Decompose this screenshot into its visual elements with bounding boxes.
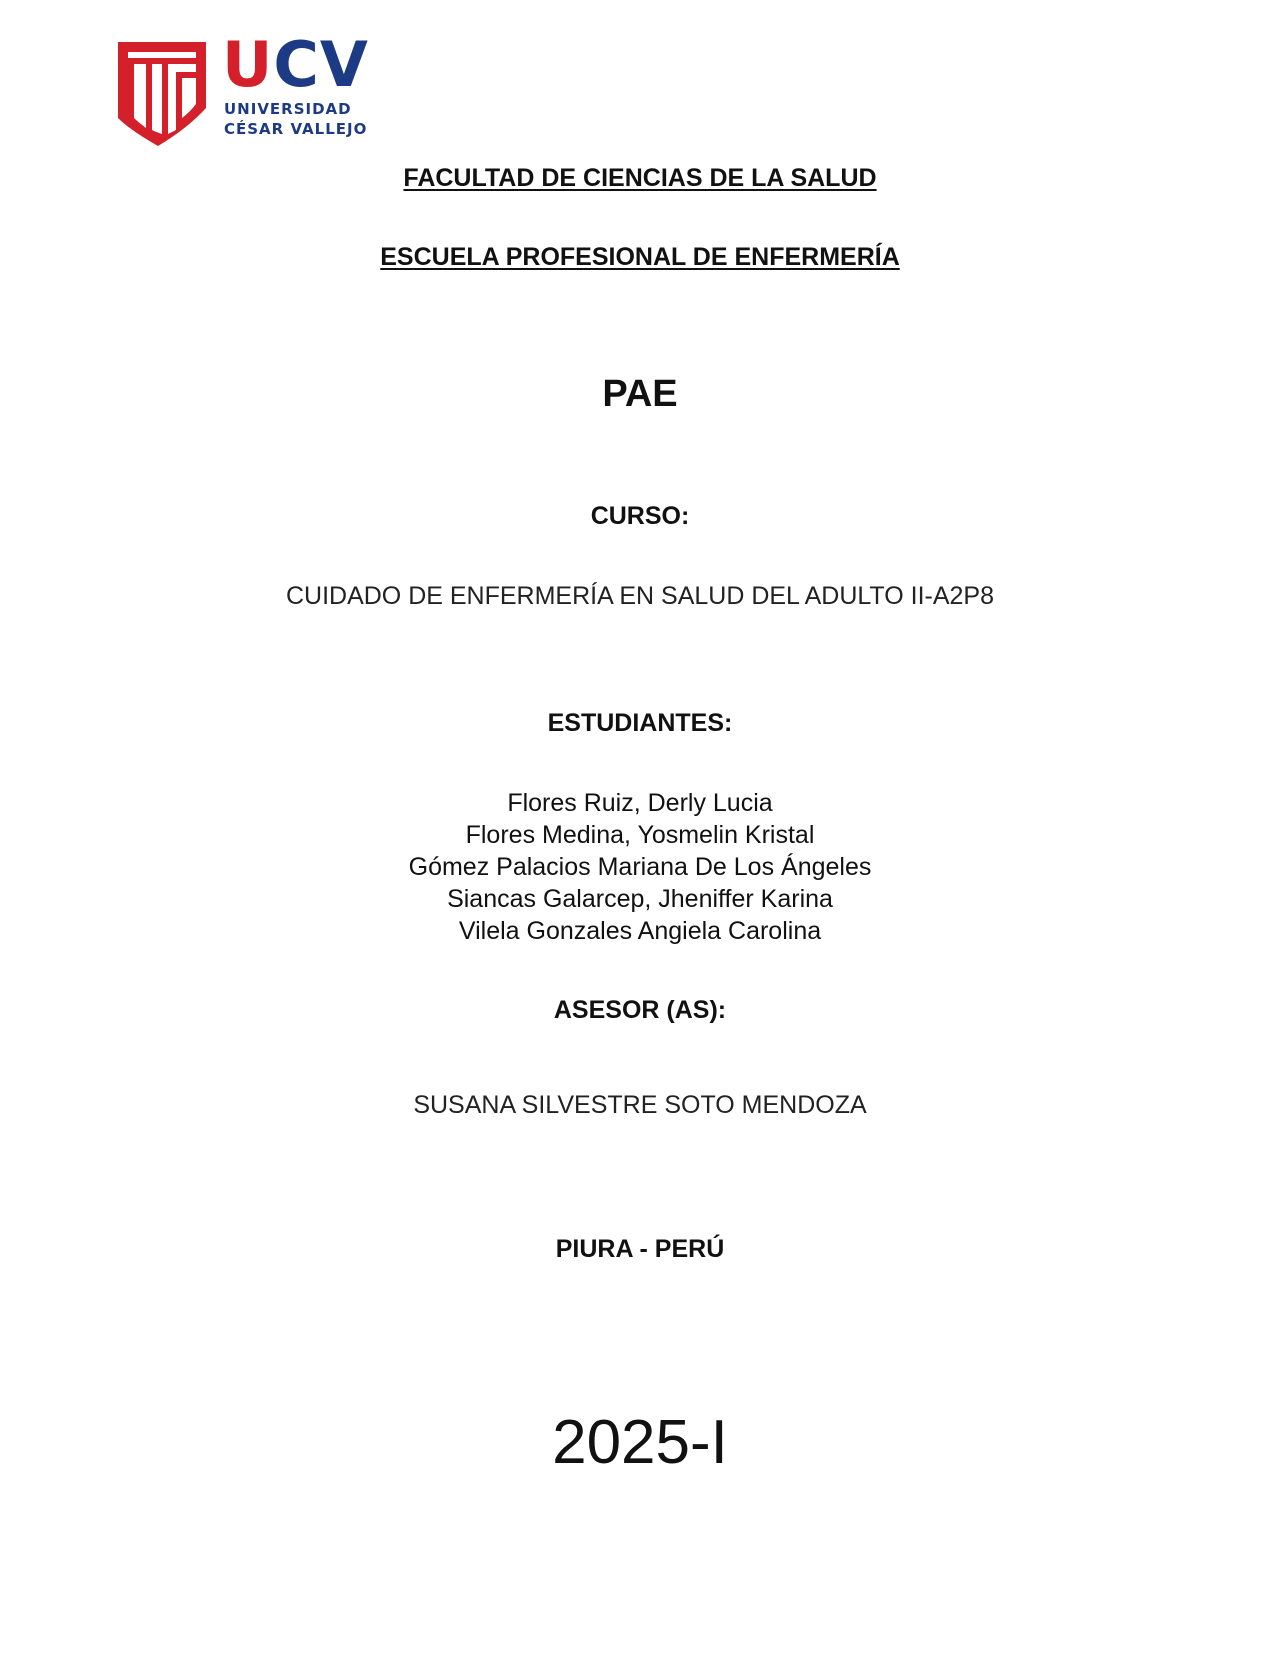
ucv-logo — [118, 28, 369, 146]
location: PIURA - PERÚ — [555, 1235, 725, 1263]
student-name: Flores Medina, Yosmelin Kristal — [465, 821, 815, 849]
ucv-shield-icon — [118, 42, 206, 146]
course-label: CURSO: — [590, 502, 690, 530]
course-name: CUIDADO DE ENFERMERÍA EN SALUD DEL ADULTO II-A2P8 — [285, 582, 995, 610]
students-label: ESTUDIANTES: — [547, 709, 733, 737]
advisor-name: SUSANA SILVESTRE SOTO MENDOZA — [413, 1091, 867, 1119]
faculty-heading: FACULTAD DE CIENCIAS DE LA SALUD — [403, 164, 877, 192]
school-heading: ESCUELA PROFESIONAL DE ENFERMERÍA — [380, 243, 900, 271]
document-title: PAE — [602, 373, 678, 415]
logo-name-text: CÉSAR VALLEJO — [224, 120, 368, 138]
logo-university-text: UNIVERSIDAD — [224, 100, 352, 118]
logo-acronym: UCV — [222, 28, 369, 101]
student-name: Vilela Gonzales Angiela Carolina — [458, 917, 822, 945]
advisor-label: ASESOR (AS): — [553, 996, 727, 1024]
student-name: Siancas Galarcep, Jheniffer Karina — [447, 885, 833, 913]
academic-period: 2025-I — [552, 1408, 728, 1477]
student-name: Gómez Palacios Mariana De Los Ángeles — [408, 853, 872, 881]
student-name: Flores Ruiz, Derly Lucia — [507, 789, 773, 817]
